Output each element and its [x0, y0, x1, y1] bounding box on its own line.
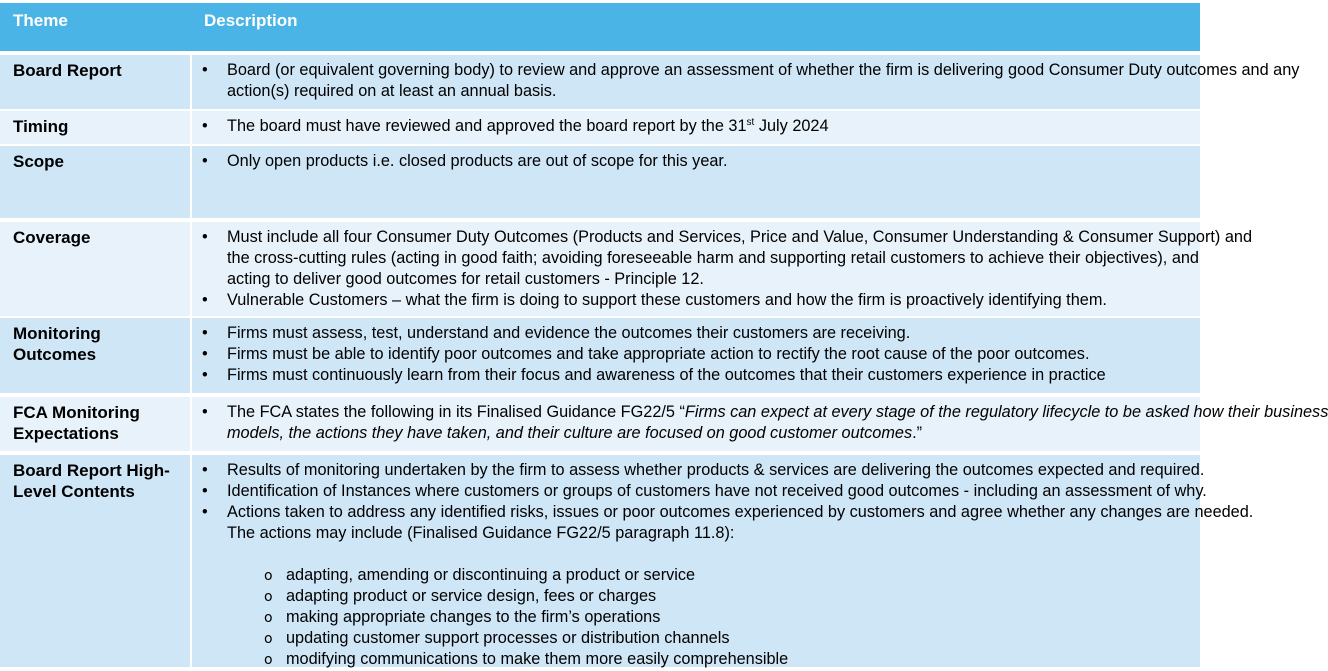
bullet-item: • The FCA states the following in its Finalised Guidance FG22/5 “Firms can expect at every stage of the regulatory lifecycle to be asked how their business models, the actions they have taken, and their culture are focused on good customer outcomes.”	[192, 402, 1200, 444]
bullet-item: • Results of monitoring undertaken by the firm to assess whether products & services are delivering the outcomes expected and required.	[192, 460, 1200, 481]
sub-bullet-item: o modifying communications to make them more easily comprehensible	[192, 649, 1200, 670]
theme-cell: Scope	[0, 146, 190, 218]
description-cell	[192, 55, 1300, 109]
description-cell	[192, 111, 1200, 144]
table-row	[0, 397, 1328, 451]
bullet-item: • Firms must continuously learn from their focus and awareness of the outcomes that their customers experience in practice	[192, 365, 1200, 386]
header-description: Description	[204, 11, 298, 30]
theme-cell: Timing	[0, 111, 190, 144]
table-row	[0, 455, 1254, 668]
bullet-item: • The board must have reviewed and approved the board report by the 31st July 2024	[192, 116, 1200, 137]
theme-cell: Monitoring Outcomes	[0, 318, 190, 393]
theme-cell: Board Report High- Level Contents	[0, 455, 190, 667]
table-header	[0, 3, 1200, 51]
bullet-item: • Identification of Instances where customers or groups of customers have not received good outcomes - including an assessment of why.	[192, 481, 1200, 502]
table-row	[0, 146, 1200, 218]
bullet-item: • Must include all four Consumer Duty Outcomes (Products and Services, Price and Value, Consumer Understanding & Consumer Support) and the cross-cutting rules (acting in good faith; avoiding foreseeable harm and supporting retail customers to achieve their objectives), and acting to deliver good outcomes for retail customers - Principle 12.	[192, 227, 1200, 290]
description-cell	[192, 397, 1328, 451]
table-row	[0, 318, 1200, 393]
table-row	[0, 111, 1200, 144]
sub-bullet-item: o adapting, amending or discontinuing a product or service	[192, 565, 1200, 586]
sub-bullet-item: o adapting product or service design, fees or charges	[192, 586, 1200, 607]
description-cell	[192, 455, 1254, 668]
theme-cell: FCA Monitoring Expectations	[0, 397, 190, 451]
bullet-item: • Firms must assess, test, understand and evidence the outcomes their customers are receiving.	[192, 323, 1200, 344]
table-row	[0, 222, 1252, 316]
sub-bullet-list	[192, 565, 1200, 670]
bullet-item: • Firms must be able to identify poor outcomes and take appropriate action to rectify the root cause of the poor outcomes.	[192, 344, 1200, 365]
table-row	[0, 55, 1300, 109]
description-cell	[192, 222, 1252, 316]
bullet-item: • Actions taken to address any identified risks, issues or poor outcomes experienced by customers and agree whether any changes are needed. The actions may include (Finalised Guidance FG22/5 paragraph 11.8):	[192, 502, 1200, 544]
sub-bullet-item: o updating customer support processes or distribution channels	[192, 628, 1200, 649]
theme-cell: Coverage	[0, 222, 190, 316]
bullet-item: • Vulnerable Customers – what the firm is doing to support these customers and how the firm is proactively identifying them.	[192, 290, 1200, 311]
header-theme: Theme	[13, 11, 68, 30]
sub-bullet-item: o making appropriate changes to the firm’s operations	[192, 607, 1200, 628]
description-cell	[192, 146, 1200, 218]
bullet-item: • Only open products i.e. closed products are out of scope for this year.	[192, 151, 1200, 172]
theme-cell: Board Report	[0, 55, 190, 109]
description-cell	[192, 318, 1200, 393]
bullet-item: • Board (or equivalent governing body) to review and approve an assessment of whether the firm is delivering good Consumer Duty outcomes and any action(s) required on at least an annual basis.	[192, 60, 1200, 102]
